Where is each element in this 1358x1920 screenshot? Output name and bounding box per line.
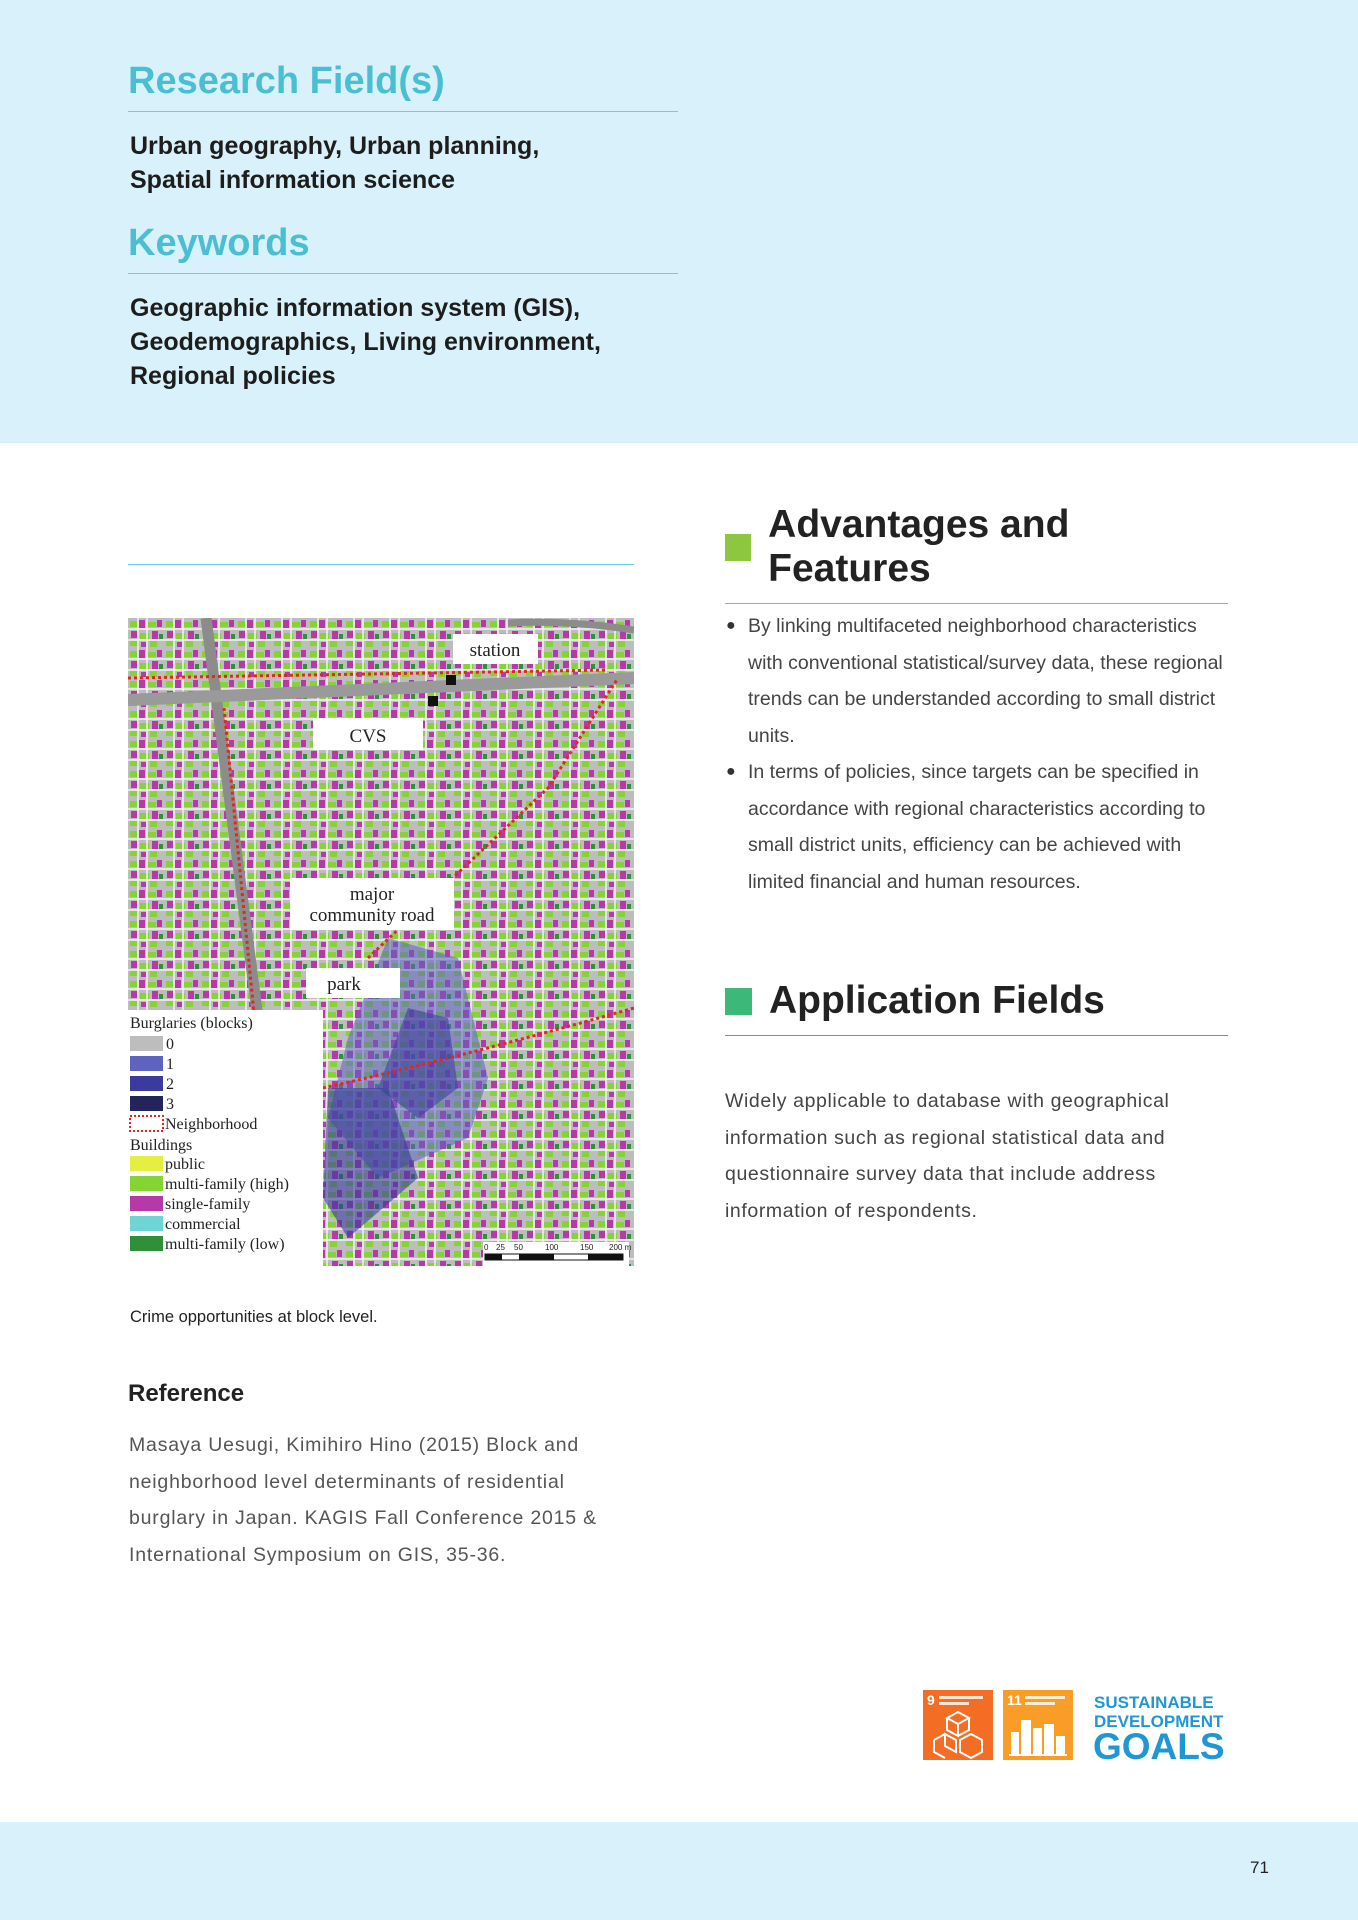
svg-text:0: 0 [484, 1243, 489, 1252]
legend-item: multi-family (high) [165, 1176, 289, 1193]
reference-text: Masaya Uesugi, Kimihiro Hino (2015) Block and neighborhood level determinants of residential burglary in Japan. KAGIS Fall Conference 2015 & International Symposium on GIS, 35-36. [129, 1434, 597, 1566]
svg-text:200 m: 200 m [609, 1243, 632, 1252]
keyword-line: Geodemographics, Living environment, [130, 328, 601, 356]
map-label-park: park [327, 974, 361, 995]
green-square-icon [725, 534, 751, 561]
legend-item: 0 [166, 1036, 174, 1053]
list-item: ● In terms of policies, since targets can be specified in accordance with regional characteristics according to small district units, efficiency can be achieved with limited financial and human resources. [725, 754, 1230, 900]
teal-square-icon [725, 988, 752, 1015]
legend-item: 3 [166, 1096, 174, 1113]
advantages-title: Advantages and Features [768, 503, 1070, 590]
research-fields-text [130, 129, 690, 197]
sdg-wordmark [1093, 1693, 1225, 1760]
list-item: ● By linking multifaceted neighborhood characteristics with conventional statistical/survey data, these regional trends can be understanded according to small district units. [725, 608, 1230, 754]
svg-text:100: 100 [545, 1243, 559, 1252]
figure-caption: Crime opportunities at block level. [130, 1308, 378, 1326]
crime-map-figure [128, 618, 634, 1266]
sdg-logos [923, 1690, 1230, 1760]
bullet-icon: ● [726, 763, 736, 780]
application-title: Application Fields [769, 979, 1105, 1022]
legend-item: 2 [166, 1076, 174, 1093]
sdg-goal-9-icon [923, 1690, 993, 1760]
svg-text:DEVELOPMENT: DEVELOPMENT [1094, 1712, 1224, 1731]
keyword-line: Geographic information system (GIS), [130, 294, 581, 322]
map-label-road-2: community road [309, 905, 435, 926]
legend-item: commercial [165, 1216, 241, 1233]
svg-text:25: 25 [496, 1243, 505, 1252]
application-text: Widely applicable to database with geographical information such as regional statistical data and questionnaire survey data that include address information of respondents. [725, 1090, 1170, 1222]
svg-text:9: 9 [927, 1692, 935, 1708]
svg-text:GOALS: GOALS [1093, 1726, 1225, 1760]
svg-text:150: 150 [580, 1243, 594, 1252]
left-divider [128, 564, 634, 565]
research-line: Urban geography, Urban planning, [130, 132, 540, 160]
svg-text:50: 50 [514, 1243, 523, 1252]
footer-band [0, 1822, 1358, 1920]
legend-item: single-family [165, 1196, 251, 1213]
map-label-station: station [469, 640, 521, 661]
reference-heading: Reference [128, 1380, 245, 1407]
map-label-road: major [349, 884, 395, 905]
svg-text:SUSTAINABLE: SUSTAINABLE [1094, 1693, 1214, 1712]
advantages-heading [725, 503, 1228, 604]
application-heading [725, 979, 1228, 1036]
legend-item: public [165, 1156, 205, 1173]
keywords-text [130, 291, 690, 393]
legend-buildings-title: Buildings [130, 1137, 193, 1154]
keywords-heading: Keywords [128, 222, 678, 274]
legend-burglaries-title: Burglaries (blocks) [130, 1015, 253, 1032]
advantages-list [725, 608, 1230, 900]
legend-item: Neighborhood [165, 1116, 258, 1133]
legend-item: 1 [166, 1056, 174, 1073]
sdg-goal-11-icon [1003, 1690, 1073, 1760]
research-line: Spatial information science [130, 166, 456, 194]
svg-text:11: 11 [1007, 1692, 1022, 1708]
scale-bar [483, 1242, 632, 1266]
keyword-line: Regional policies [130, 362, 336, 390]
page-number: 71 [1250, 1858, 1269, 1877]
bullet-icon: ● [726, 617, 736, 634]
research-fields-heading: Research Field(s) [128, 60, 678, 112]
legend-item: multi-family (low) [165, 1236, 285, 1253]
map-label-cvs: CVS [349, 726, 387, 747]
